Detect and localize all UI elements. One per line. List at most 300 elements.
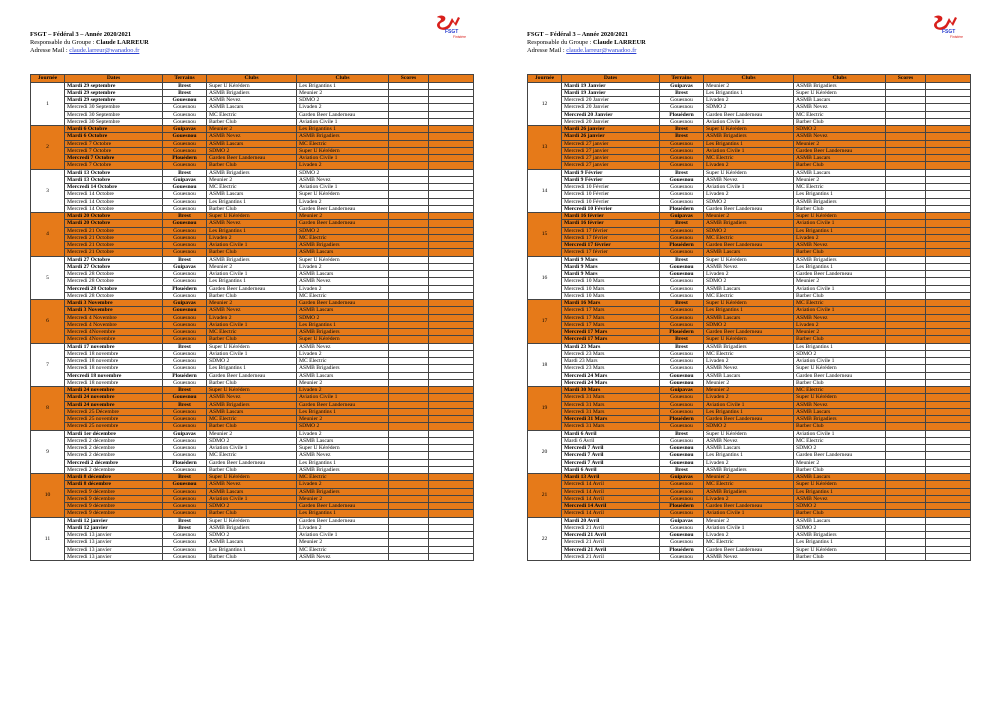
score-cell[interactable] xyxy=(886,387,926,394)
score-cell[interactable] xyxy=(886,191,926,198)
score-cell[interactable] xyxy=(389,126,429,133)
score-cell[interactable] xyxy=(389,517,429,524)
score-cell[interactable] xyxy=(389,147,429,154)
match-venue: Brest xyxy=(660,220,704,227)
score-cell[interactable] xyxy=(429,336,474,343)
score-cell[interactable] xyxy=(429,191,474,198)
score-cell[interactable] xyxy=(926,118,971,125)
match-row xyxy=(528,292,971,299)
score-cell[interactable] xyxy=(926,321,971,328)
score-cell[interactable] xyxy=(926,539,971,546)
score-cell[interactable] xyxy=(886,256,926,263)
score-cell[interactable] xyxy=(926,358,971,365)
score-cell[interactable] xyxy=(886,111,926,118)
score-cell[interactable] xyxy=(926,329,971,336)
score-cell[interactable] xyxy=(389,321,429,328)
score-cell[interactable] xyxy=(389,300,429,307)
score-cell[interactable] xyxy=(926,510,971,517)
score-cell[interactable] xyxy=(389,111,429,118)
score-cell[interactable] xyxy=(886,445,926,452)
home-club: ASMB Lascars xyxy=(207,408,297,415)
score-cell[interactable] xyxy=(926,408,971,415)
score-cell[interactable] xyxy=(389,379,429,386)
score-cell[interactable] xyxy=(429,97,474,104)
score-cell[interactable] xyxy=(389,227,429,234)
score-cell[interactable] xyxy=(926,191,971,198)
score-cell[interactable] xyxy=(429,205,474,212)
score-cell[interactable] xyxy=(886,466,926,473)
score-cell[interactable] xyxy=(886,408,926,415)
score-cell[interactable] xyxy=(389,524,429,531)
score-cell[interactable] xyxy=(926,184,971,191)
score-cell[interactable] xyxy=(429,517,474,524)
score-cell[interactable] xyxy=(389,466,429,473)
score-cell[interactable] xyxy=(429,532,474,539)
score-cell[interactable] xyxy=(886,118,926,125)
score-cell[interactable] xyxy=(926,256,971,263)
score-cell[interactable] xyxy=(886,336,926,343)
score-cell[interactable] xyxy=(926,401,971,408)
score-cell[interactable] xyxy=(389,220,429,227)
score-cell[interactable] xyxy=(926,263,971,270)
score-cell[interactable] xyxy=(886,249,926,256)
score-cell[interactable] xyxy=(429,379,474,386)
match-row xyxy=(31,111,474,118)
score-cell[interactable] xyxy=(886,82,926,89)
score-cell[interactable] xyxy=(886,133,926,140)
match-venue: Guipavas xyxy=(660,387,704,394)
score-cell[interactable] xyxy=(389,307,429,314)
score-cell[interactable] xyxy=(429,213,474,220)
score-cell[interactable] xyxy=(926,205,971,212)
score-cell[interactable] xyxy=(926,220,971,227)
score-cell[interactable] xyxy=(389,234,429,241)
away-club: Livaden 2 xyxy=(297,198,389,205)
score-cell[interactable] xyxy=(429,408,474,415)
score-cell[interactable] xyxy=(389,350,429,357)
score-cell[interactable] xyxy=(429,343,474,350)
score-cell[interactable] xyxy=(389,89,429,96)
score-cell[interactable] xyxy=(926,169,971,176)
score-cell[interactable] xyxy=(886,343,926,350)
score-cell[interactable] xyxy=(886,292,926,299)
score-cell[interactable] xyxy=(886,140,926,147)
score-cell[interactable] xyxy=(429,423,474,430)
score-cell[interactable] xyxy=(429,365,474,372)
score-cell[interactable] xyxy=(429,387,474,394)
score-cell[interactable] xyxy=(389,82,429,89)
score-cell[interactable] xyxy=(429,285,474,292)
score-cell[interactable] xyxy=(429,503,474,510)
score-cell[interactable] xyxy=(429,176,474,183)
score-cell[interactable] xyxy=(429,524,474,531)
score-cell[interactable] xyxy=(886,285,926,292)
score-cell[interactable] xyxy=(886,89,926,96)
score-cell[interactable] xyxy=(886,553,926,560)
score-cell[interactable] xyxy=(389,408,429,415)
score-cell[interactable] xyxy=(429,292,474,299)
score-cell[interactable] xyxy=(926,242,971,249)
score-cell[interactable] xyxy=(429,249,474,256)
score-cell[interactable] xyxy=(886,474,926,481)
score-cell[interactable] xyxy=(926,97,971,104)
score-cell[interactable] xyxy=(926,553,971,560)
score-cell[interactable] xyxy=(389,437,429,444)
score-cell[interactable] xyxy=(886,104,926,111)
score-cell[interactable] xyxy=(926,524,971,531)
score-cell[interactable] xyxy=(886,437,926,444)
score-cell[interactable] xyxy=(389,372,429,379)
home-club: Super U Kérédern xyxy=(207,387,297,394)
score-cell[interactable] xyxy=(886,329,926,336)
score-cell[interactable] xyxy=(926,481,971,488)
logo-swirl-shape xyxy=(934,16,957,30)
score-cell[interactable] xyxy=(926,416,971,423)
mail-link[interactable]: claude.larreur@wanadoo.fr xyxy=(566,47,637,54)
score-cell[interactable] xyxy=(926,292,971,299)
score-cell[interactable] xyxy=(389,532,429,539)
score-cell[interactable] xyxy=(886,205,926,212)
match-row xyxy=(528,546,971,553)
score-cell[interactable] xyxy=(389,118,429,125)
score-cell[interactable] xyxy=(429,466,474,473)
score-cell[interactable] xyxy=(886,176,926,183)
score-cell[interactable] xyxy=(926,133,971,140)
score-cell[interactable] xyxy=(389,459,429,466)
score-cell[interactable] xyxy=(389,365,429,372)
score-cell[interactable] xyxy=(429,452,474,459)
score-cell[interactable] xyxy=(429,278,474,285)
score-cell[interactable] xyxy=(389,546,429,553)
score-cell[interactable] xyxy=(886,524,926,531)
score-cell[interactable] xyxy=(389,133,429,140)
score-cell[interactable] xyxy=(886,358,926,365)
match-venue: Gouesnou xyxy=(163,481,207,488)
score-cell[interactable] xyxy=(886,321,926,328)
score-cell[interactable] xyxy=(926,437,971,444)
score-cell[interactable] xyxy=(389,387,429,394)
score-cell[interactable] xyxy=(429,147,474,154)
score-cell[interactable] xyxy=(389,155,429,162)
score-cell[interactable] xyxy=(926,89,971,96)
score-cell[interactable] xyxy=(886,430,926,437)
score-cell[interactable] xyxy=(886,155,926,162)
score-cell[interactable] xyxy=(429,358,474,365)
score-cell[interactable] xyxy=(389,495,429,502)
score-cell[interactable] xyxy=(886,307,926,314)
score-cell[interactable] xyxy=(389,430,429,437)
score-cell[interactable] xyxy=(926,234,971,241)
score-cell[interactable] xyxy=(389,263,429,270)
score-cell[interactable] xyxy=(429,394,474,401)
score-cell[interactable] xyxy=(429,89,474,96)
score-cell[interactable] xyxy=(926,459,971,466)
score-cell[interactable] xyxy=(926,307,971,314)
away-club: Garden Beer Landerneau xyxy=(297,401,389,408)
score-cell[interactable] xyxy=(926,379,971,386)
score-cell[interactable] xyxy=(389,336,429,343)
match-venue: Gouesnou xyxy=(660,263,704,270)
score-cell[interactable] xyxy=(389,292,429,299)
score-cell[interactable] xyxy=(389,242,429,249)
score-cell[interactable] xyxy=(926,488,971,495)
score-cell[interactable] xyxy=(389,553,429,560)
score-cell[interactable] xyxy=(389,329,429,336)
score-cell[interactable] xyxy=(429,546,474,553)
score-cell[interactable] xyxy=(886,263,926,270)
score-cell[interactable] xyxy=(886,379,926,386)
score-cell[interactable] xyxy=(389,191,429,198)
score-cell[interactable] xyxy=(886,220,926,227)
score-cell[interactable] xyxy=(389,213,429,220)
score-cell[interactable] xyxy=(926,452,971,459)
score-cell[interactable] xyxy=(389,184,429,191)
score-cell[interactable] xyxy=(926,430,971,437)
score-cell[interactable] xyxy=(429,539,474,546)
score-cell[interactable] xyxy=(926,285,971,292)
home-club: ASMB Nevez xyxy=(207,97,297,104)
score-cell[interactable] xyxy=(886,503,926,510)
score-cell[interactable] xyxy=(886,184,926,191)
score-cell[interactable] xyxy=(389,510,429,517)
match-date: Mercredi 10 Février xyxy=(562,198,660,205)
score-cell[interactable] xyxy=(926,372,971,379)
score-cell[interactable] xyxy=(886,300,926,307)
score-cell[interactable] xyxy=(429,263,474,270)
score-cell[interactable] xyxy=(926,147,971,154)
score-cell[interactable] xyxy=(886,234,926,241)
score-cell[interactable] xyxy=(926,155,971,162)
score-cell[interactable] xyxy=(926,162,971,169)
score-cell[interactable] xyxy=(429,372,474,379)
score-cell[interactable] xyxy=(886,539,926,546)
score-cell[interactable] xyxy=(389,481,429,488)
score-cell[interactable] xyxy=(926,532,971,539)
score-cell[interactable] xyxy=(429,430,474,437)
score-cell[interactable] xyxy=(886,213,926,220)
score-cell[interactable] xyxy=(389,278,429,285)
score-cell[interactable] xyxy=(886,459,926,466)
table-header-row xyxy=(528,75,971,83)
score-cell[interactable] xyxy=(926,350,971,357)
score-cell[interactable] xyxy=(389,140,429,147)
score-cell[interactable] xyxy=(429,314,474,321)
score-cell[interactable] xyxy=(429,220,474,227)
home-club: Meunier 2 xyxy=(704,474,794,481)
score-cell[interactable] xyxy=(429,445,474,452)
score-cell[interactable] xyxy=(926,387,971,394)
score-cell[interactable] xyxy=(926,474,971,481)
match-date: Mercredi 21 Octobre xyxy=(65,227,163,234)
score-cell[interactable] xyxy=(389,358,429,365)
score-cell[interactable] xyxy=(429,227,474,234)
score-cell[interactable] xyxy=(429,140,474,147)
score-cell[interactable] xyxy=(886,416,926,423)
score-cell[interactable] xyxy=(429,256,474,263)
score-cell[interactable] xyxy=(389,271,429,278)
score-cell[interactable] xyxy=(429,198,474,205)
score-cell[interactable] xyxy=(886,532,926,539)
score-cell[interactable] xyxy=(926,126,971,133)
score-cell[interactable] xyxy=(886,271,926,278)
score-cell[interactable] xyxy=(429,416,474,423)
score-cell[interactable] xyxy=(389,394,429,401)
score-cell[interactable] xyxy=(389,416,429,423)
score-cell[interactable] xyxy=(389,104,429,111)
home-club: Barber Club xyxy=(207,379,297,386)
score-cell[interactable] xyxy=(389,488,429,495)
match-date: Mercredi 31 Mars xyxy=(562,416,660,423)
score-cell[interactable] xyxy=(886,546,926,553)
score-cell[interactable] xyxy=(429,488,474,495)
score-cell[interactable] xyxy=(926,343,971,350)
score-cell[interactable] xyxy=(886,517,926,524)
score-cell[interactable] xyxy=(429,474,474,481)
score-cell[interactable] xyxy=(926,423,971,430)
home-club: ASMB Brigadiers xyxy=(704,220,794,227)
score-cell[interactable] xyxy=(429,104,474,111)
score-cell[interactable] xyxy=(389,539,429,546)
score-cell[interactable] xyxy=(429,329,474,336)
score-cell[interactable] xyxy=(926,249,971,256)
match-row xyxy=(31,133,474,140)
score-cell[interactable] xyxy=(389,256,429,263)
score-cell[interactable] xyxy=(389,249,429,256)
score-cell[interactable] xyxy=(886,495,926,502)
score-cell[interactable] xyxy=(429,155,474,162)
score-cell[interactable] xyxy=(389,314,429,321)
score-cell[interactable] xyxy=(429,169,474,176)
score-cell[interactable] xyxy=(429,481,474,488)
score-cell[interactable] xyxy=(429,307,474,314)
score-cell[interactable] xyxy=(389,97,429,104)
home-club: ASMB Nevez xyxy=(704,176,794,183)
score-cell[interactable] xyxy=(886,365,926,372)
away-club: MC Electric xyxy=(794,111,886,118)
score-cell[interactable] xyxy=(886,372,926,379)
score-cell[interactable] xyxy=(429,184,474,191)
score-cell[interactable] xyxy=(886,452,926,459)
score-cell[interactable] xyxy=(429,553,474,560)
score-cell[interactable] xyxy=(429,300,474,307)
match-venue: Gouesnou xyxy=(660,495,704,502)
score-cell[interactable] xyxy=(886,401,926,408)
score-cell[interactable] xyxy=(429,350,474,357)
match-venue: Gouesnou xyxy=(163,314,207,321)
score-cell[interactable] xyxy=(429,82,474,89)
score-cell[interactable] xyxy=(926,104,971,111)
score-cell[interactable] xyxy=(886,126,926,133)
score-cell[interactable] xyxy=(926,227,971,234)
score-cell[interactable] xyxy=(886,147,926,154)
score-cell[interactable] xyxy=(429,133,474,140)
score-cell[interactable] xyxy=(926,336,971,343)
score-cell[interactable] xyxy=(389,176,429,183)
score-cell[interactable] xyxy=(886,488,926,495)
away-club: Garden Beer Landerneau xyxy=(297,300,389,307)
score-cell[interactable] xyxy=(926,517,971,524)
match-date: Mercredi 18 novembre xyxy=(65,350,163,357)
score-cell[interactable] xyxy=(926,445,971,452)
score-cell[interactable] xyxy=(389,285,429,292)
score-cell[interactable] xyxy=(926,213,971,220)
score-cell[interactable] xyxy=(926,314,971,321)
score-cell[interactable] xyxy=(926,503,971,510)
score-cell[interactable] xyxy=(429,495,474,502)
match-row xyxy=(528,445,971,452)
score-cell[interactable] xyxy=(389,423,429,430)
score-cell[interactable] xyxy=(926,271,971,278)
score-cell[interactable] xyxy=(926,198,971,205)
score-cell[interactable] xyxy=(926,300,971,307)
score-cell[interactable] xyxy=(429,126,474,133)
score-cell[interactable] xyxy=(429,162,474,169)
score-cell[interactable] xyxy=(429,118,474,125)
score-cell[interactable] xyxy=(886,198,926,205)
score-cell[interactable] xyxy=(926,176,971,183)
score-cell[interactable] xyxy=(886,423,926,430)
score-cell[interactable] xyxy=(429,111,474,118)
score-cell[interactable] xyxy=(926,466,971,473)
score-cell[interactable] xyxy=(389,452,429,459)
score-cell[interactable] xyxy=(429,271,474,278)
score-cell[interactable] xyxy=(926,140,971,147)
mail-link[interactable]: claude.larreur@wanadoo.fr xyxy=(69,47,140,54)
match-venue: Gouesnou xyxy=(163,292,207,299)
score-cell[interactable] xyxy=(926,278,971,285)
score-cell[interactable] xyxy=(429,437,474,444)
score-cell[interactable] xyxy=(886,510,926,517)
score-cell[interactable] xyxy=(886,97,926,104)
score-cell[interactable] xyxy=(429,459,474,466)
match-row xyxy=(528,503,971,510)
score-cell[interactable] xyxy=(886,227,926,234)
score-cell[interactable] xyxy=(389,401,429,408)
score-cell[interactable] xyxy=(389,445,429,452)
score-cell[interactable] xyxy=(926,365,971,372)
match-row xyxy=(528,213,971,220)
score-cell[interactable] xyxy=(886,162,926,169)
score-cell[interactable] xyxy=(886,314,926,321)
score-cell[interactable] xyxy=(926,111,971,118)
score-cell[interactable] xyxy=(926,394,971,401)
score-cell[interactable] xyxy=(429,234,474,241)
score-cell[interactable] xyxy=(389,343,429,350)
score-cell[interactable] xyxy=(429,242,474,249)
score-cell[interactable] xyxy=(389,162,429,169)
score-cell[interactable] xyxy=(429,510,474,517)
away-club: ASMB Brigadiers xyxy=(297,329,389,336)
score-cell[interactable] xyxy=(926,546,971,553)
score-cell[interactable] xyxy=(389,198,429,205)
score-cell[interactable] xyxy=(886,350,926,357)
score-cell[interactable] xyxy=(389,169,429,176)
score-cell[interactable] xyxy=(389,205,429,212)
score-cell[interactable] xyxy=(429,401,474,408)
score-cell[interactable] xyxy=(886,169,926,176)
home-club: MC Electric xyxy=(207,184,297,191)
score-cell[interactable] xyxy=(886,278,926,285)
score-cell[interactable] xyxy=(886,481,926,488)
score-cell[interactable] xyxy=(926,82,971,89)
score-cell[interactable] xyxy=(886,394,926,401)
score-cell[interactable] xyxy=(389,474,429,481)
score-cell[interactable] xyxy=(926,495,971,502)
score-cell[interactable] xyxy=(886,242,926,249)
score-cell[interactable] xyxy=(429,321,474,328)
score-cell[interactable] xyxy=(389,503,429,510)
match-row xyxy=(528,227,971,234)
